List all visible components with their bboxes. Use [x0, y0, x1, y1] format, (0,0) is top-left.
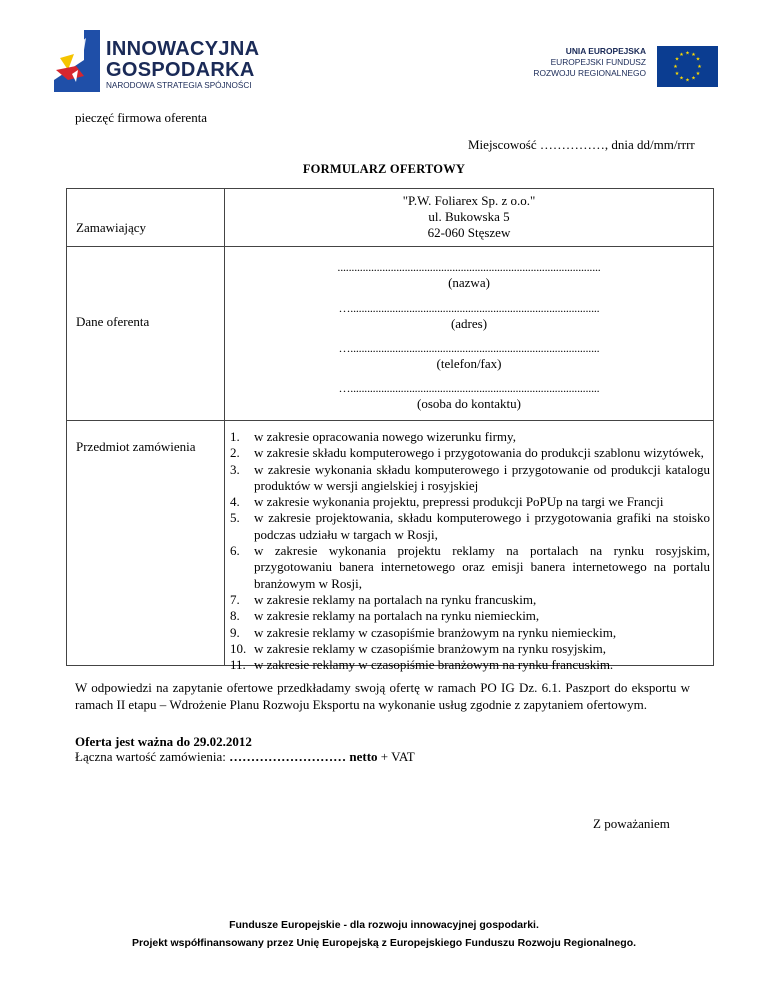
svg-text:★: ★	[674, 71, 680, 77]
total-vat: + VAT	[380, 749, 415, 764]
item-text: w zakresie wykonania składu komputerowego i przygotowanie od produkcji katalogu produktów w wersji angielskiej i rosyjskiej	[254, 461, 710, 493]
item-text: w zakresie reklamy na portalach na rynku francuskim,	[254, 591, 537, 607]
table-row-divider	[67, 246, 713, 247]
bidder-address-caption: (adres)	[450, 316, 488, 331]
list-item	[230, 625, 710, 641]
total-value-field[interactable]: ………………………	[229, 749, 347, 764]
item-number: 4.	[230, 494, 240, 510]
bidder-address-field[interactable]: ….........................................................................................	[338, 301, 600, 315]
eu-flag-icon	[657, 46, 718, 87]
svg-text:★: ★	[674, 56, 680, 63]
list-item	[230, 592, 710, 608]
list-item	[230, 657, 710, 673]
list-item	[230, 608, 710, 624]
bidder-phone-field[interactable]: ….........................................................................................	[338, 341, 600, 355]
item-number: 11.	[230, 657, 246, 673]
bidder-contact-field[interactable]: ….........................................................................................	[338, 381, 600, 395]
item-text: w zakresie reklamy w czasopiśmie branżowym na rynku niemieckim,	[254, 624, 617, 640]
svg-text:★: ★	[685, 77, 690, 84]
svg-text:★: ★	[685, 50, 690, 57]
list-item	[230, 494, 710, 510]
form-title: FORMULARZ OFERTOWY	[302, 162, 466, 176]
ordering-party-city: 62-060 Stęszew	[427, 225, 511, 240]
item-number: 2.	[230, 445, 240, 461]
eu-logo-text	[533, 46, 646, 79]
bidder-phone-caption: (telefon/fax)	[436, 356, 502, 371]
item-number: 3.	[230, 461, 240, 477]
ordering-party-name: "P.W. Foliarex Sp. z o.o."	[402, 193, 536, 208]
svg-text:★: ★	[695, 71, 701, 77]
ig-logo-mark-icon	[54, 30, 102, 92]
item-text: w zakresie reklamy na portalach na rynku niemieckim,	[254, 608, 540, 624]
total-netto: netto	[349, 749, 378, 764]
bidder-contact-caption: (osoba do kontaktu)	[417, 396, 521, 411]
item-number: 8.	[230, 608, 240, 624]
offer-validity: Oferta jest ważna do 29.02.2012	[75, 734, 252, 749]
item-text: w zakresie reklamy w czasopiśmie branżowym na rynku francuskim.	[254, 657, 614, 673]
item-text: w zakresie wykonania projektu reklamy na portalach na rynku rosyjskim, przygotowaniu banera internetowego oraz emisji banera internetowego na portalu branżowym w Rosji,	[254, 543, 710, 591]
item-number: 9.	[230, 624, 240, 640]
closing-regards: Z poważaniem	[593, 816, 670, 831]
logo-text-strategia: NARODOWA STRATEGIA SPÓJNOŚCI	[106, 81, 252, 90]
item-number: 7.	[230, 591, 240, 607]
svg-text:★: ★	[679, 52, 684, 58]
eu-text-fundusz: EUROPEJSKI FUNDUSZ	[550, 57, 646, 67]
item-text: w zakresie opracowania nowego wizerunku firmy,	[254, 429, 516, 444]
offer-response-paragraph: W odpowiedzi na zapytanie ofertowe przedkładamy swoją ofertę w ramach PO IG Dz. 6.1. Paszport do eksportu w ramach II etapu – Wdrożenie Planu Rozwoju Eksportu na wykonanie usług zgodnie z zapytaniem ofertowym.	[75, 680, 690, 712]
item-number: 1.	[230, 429, 240, 444]
list-item	[230, 510, 710, 543]
company-stamp-label: pieczęć firmowa oferenta	[75, 110, 208, 125]
row-label-dane-oferenta: Dane oferenta	[76, 314, 150, 329]
table-row-divider	[67, 420, 713, 421]
bidder-name-caption: (nazwa)	[448, 275, 490, 290]
row-label-przedmiot: Przedmiot zamówienia	[76, 439, 196, 454]
svg-text:★: ★	[679, 75, 684, 82]
eu-text-unia: UNIA EUROPEJSKA	[565, 46, 646, 56]
svg-text:★: ★	[691, 75, 696, 82]
innowacyjna-gospodarka-logo	[54, 30, 260, 94]
svg-text:★: ★	[673, 64, 678, 70]
place-date-line: Miejscowość ……………, dnia dd/mm/rrrr	[468, 137, 695, 152]
total-order-value	[75, 749, 415, 765]
offer-form-table	[66, 188, 714, 673]
ordering-party-street: ul. Bukowska 5	[428, 209, 510, 224]
bidder-name-field[interactable]: ..............................................................................................	[337, 260, 601, 274]
list-item	[230, 462, 710, 495]
item-number: 5.	[230, 510, 240, 526]
footer-line-1: Fundusze Europejskie - dla rozwoju innowacyjnej gospodarki.	[229, 919, 539, 931]
svg-text:★: ★	[697, 64, 702, 70]
logo-text-innowacyjna: INNOWACYJNA	[106, 38, 260, 60]
list-item	[230, 445, 710, 461]
list-item	[230, 543, 710, 592]
item-text: w zakresie projektowania, składu komputerowego i przygotowania grafiki na stoisko podczas udziału w targach w Rosji,	[254, 510, 710, 542]
logo-text-gospodarka: GOSPODARKA	[106, 59, 255, 81]
order-items-list	[230, 429, 710, 673]
row-label-zamawiajacy: Zamawiający	[76, 220, 147, 235]
svg-text:★: ★	[691, 52, 696, 58]
item-text: w zakresie składu komputerowego i przygotowania do produkcji szablonu wizytówek,	[254, 445, 704, 461]
list-item	[230, 641, 710, 657]
item-text: w zakresie reklamy w czasopiśmie branżowym na rynku rosyjskim,	[254, 640, 606, 656]
eu-text-rozwoju: ROZWOJU REGIONALNEGO	[533, 68, 646, 78]
eu-logo	[533, 46, 718, 86]
svg-text:★: ★	[695, 56, 701, 63]
list-item	[230, 429, 710, 445]
total-label: Łączna wartość zamówienia:	[75, 749, 226, 764]
item-number: 10.	[230, 640, 247, 656]
footer-line-2: Projekt współfinansowany przez Unię Europejską z Europejskiego Funduszu Rozwoju Regionalnego.	[131, 937, 637, 949]
item-text: w zakresie wykonania projektu, prepressi produkcji PoPUp na targi we Francji	[254, 494, 664, 510]
item-number: 6.	[230, 543, 240, 559]
